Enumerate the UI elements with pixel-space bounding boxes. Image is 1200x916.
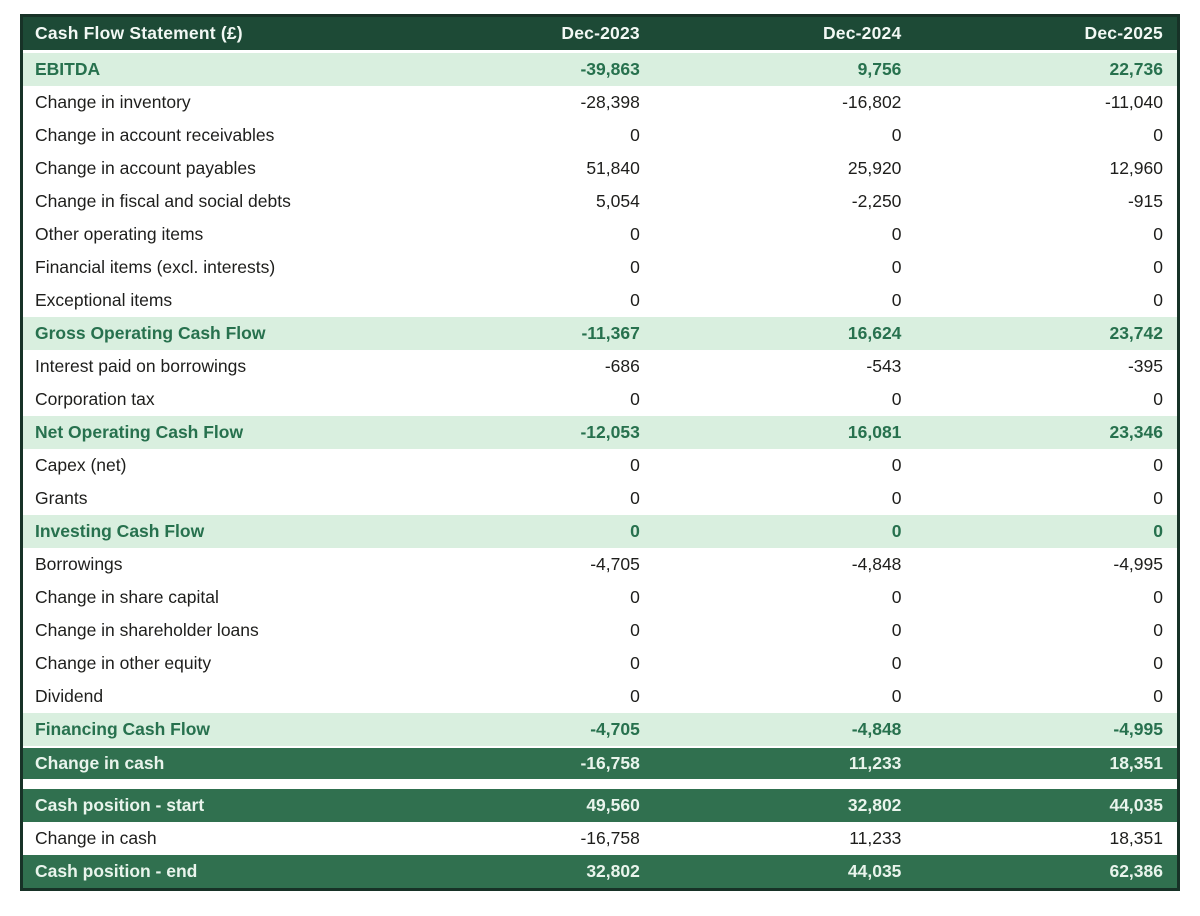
row-value: 11,233 [848,753,902,773]
row-label: EBITDA [35,59,101,79]
row-value: 0 [1153,587,1163,607]
row-value: 0 [891,587,902,607]
table-row [23,350,1177,383]
column-header-dec-2024: Dec-2024 [822,23,902,43]
row-value: -2,250 [851,191,902,211]
row-value: -543 [866,356,902,376]
row-value: -4,848 [851,719,902,739]
row-label: Financial items (excl. interests) [35,257,276,277]
row-label: Change in cash [35,828,157,848]
row-value: -4,848 [851,554,902,574]
row-value: 12,960 [1109,158,1163,178]
table-row [23,185,1177,218]
row-value: 0 [1153,224,1163,244]
row-value: 22,736 [1109,59,1163,79]
row-value: 0 [1153,686,1163,706]
table-row [23,284,1177,317]
row-value: 62,386 [1109,861,1163,881]
row-value: 0 [630,257,640,277]
table-row [23,482,1177,515]
row-value: 49,560 [586,795,640,815]
row-value: 25,920 [847,158,902,178]
row-value: 51,840 [586,158,640,178]
row-value: -4,705 [590,554,640,574]
row-value: 0 [630,521,640,541]
row-value: 0 [891,620,902,640]
row-label: Gross Operating Cash Flow [35,323,266,343]
row-value: 0 [630,653,640,673]
table-row [23,822,1177,855]
row-label: Change in account payables [35,158,256,178]
row-value: 0 [630,686,640,706]
row-value: -16,802 [842,92,902,112]
row-value: -16,758 [580,753,640,773]
table-row [23,680,1177,713]
row-value: 0 [891,257,902,277]
table-row [23,614,1177,647]
row-value: 0 [1153,389,1163,409]
row-value: -39,863 [580,59,640,79]
section-spacer [23,779,1177,789]
row-value: -395 [1127,356,1163,376]
row-label: Change in share capital [35,587,219,607]
row-label: Borrowings [35,554,123,574]
row-label: Change in inventory [35,92,191,112]
row-value: 44,035 [1109,795,1163,815]
row-value: 0 [891,224,902,244]
table-header-row [23,17,1177,53]
row-value: 0 [1153,257,1163,277]
row-value: 18,351 [1109,828,1163,848]
column-header-dec-2023: Dec-2023 [561,23,640,43]
table-row [23,515,1177,548]
row-label: Capex (net) [35,455,127,475]
row-value: 16,624 [847,323,902,343]
row-label: Financing Cash Flow [35,719,211,739]
row-value: 0 [630,455,640,475]
row-label: Dividend [35,686,104,706]
statement-table [20,14,1180,891]
table-row [23,449,1177,482]
table-row [23,218,1177,251]
table-row [23,855,1177,888]
row-value: -4,995 [1113,719,1163,739]
row-value: 32,802 [586,861,640,881]
row-value: -915 [1127,191,1163,211]
table-row [23,581,1177,614]
row-value: -4,705 [590,719,640,739]
row-value: 0 [1153,521,1163,541]
row-value: 0 [891,125,902,145]
row-value: 0 [1153,653,1163,673]
row-label: Cash position - start [35,795,205,815]
row-value: 0 [630,488,640,508]
table-row [23,86,1177,119]
row-value: 0 [1153,620,1163,640]
row-value: -4,995 [1113,554,1163,574]
row-label: Corporation tax [35,389,155,409]
row-label: Cash position - end [35,861,198,881]
table-row [23,548,1177,581]
row-value: 0 [630,587,640,607]
row-value: 44,035 [847,861,902,881]
row-value: -686 [604,356,640,376]
row-value: 32,802 [847,795,902,815]
row-value: -28,398 [580,92,640,112]
row-value: 0 [891,290,902,310]
row-label: Change in other equity [35,653,212,673]
row-value: 0 [891,455,902,475]
row-value: 0 [630,389,640,409]
row-label: Interest paid on borrowings [35,356,247,376]
row-value: 11,233 [849,828,902,848]
row-value: 0 [630,224,640,244]
row-label: Exceptional items [35,290,173,310]
row-value: -11,040 [1104,92,1163,112]
row-label: Net Operating Cash Flow [35,422,244,442]
row-value: -16,758 [580,828,640,848]
cash-position-section [23,789,1177,888]
row-value: 0 [891,653,902,673]
row-value: 0 [630,290,640,310]
row-value: 0 [1153,290,1163,310]
statement-title: Cash Flow Statement (£) [35,23,243,43]
row-value: 0 [630,620,640,640]
table-row [23,713,1177,746]
row-value: 0 [891,686,902,706]
row-value: 5,054 [596,191,640,211]
column-header-dec-2025: Dec-2025 [1084,23,1163,43]
row-label: Change in cash [35,753,165,773]
row-value: 18,351 [1109,753,1163,773]
row-label: Change in fiscal and social debts [35,191,291,211]
row-value: 0 [630,125,640,145]
table-row [23,53,1177,86]
table-row [23,416,1177,449]
row-label: Other operating items [35,224,204,244]
table-row [23,383,1177,416]
row-label: Change in shareholder loans [35,620,259,640]
row-value: 0 [891,389,902,409]
table-row [23,746,1177,779]
row-value: 16,081 [847,422,902,442]
table-row [23,789,1177,822]
cash-flow-section [23,53,1177,779]
row-value: 0 [891,521,902,541]
row-value: 23,346 [1109,422,1163,442]
table-row [23,152,1177,185]
row-value: 9,756 [857,59,902,79]
row-value: 23,742 [1109,323,1163,343]
table-row [23,119,1177,152]
row-label: Investing Cash Flow [35,521,205,541]
row-value: 0 [1153,455,1163,475]
row-value: 0 [1153,125,1163,145]
row-value: 0 [1153,488,1163,508]
row-label: Change in account receivables [35,125,275,145]
row-value: -11,367 [581,323,640,343]
table-row [23,317,1177,350]
row-value: 0 [891,488,902,508]
row-value: -12,053 [580,422,640,442]
table-row [23,251,1177,284]
row-label: Grants [35,488,88,508]
table-row [23,647,1177,680]
